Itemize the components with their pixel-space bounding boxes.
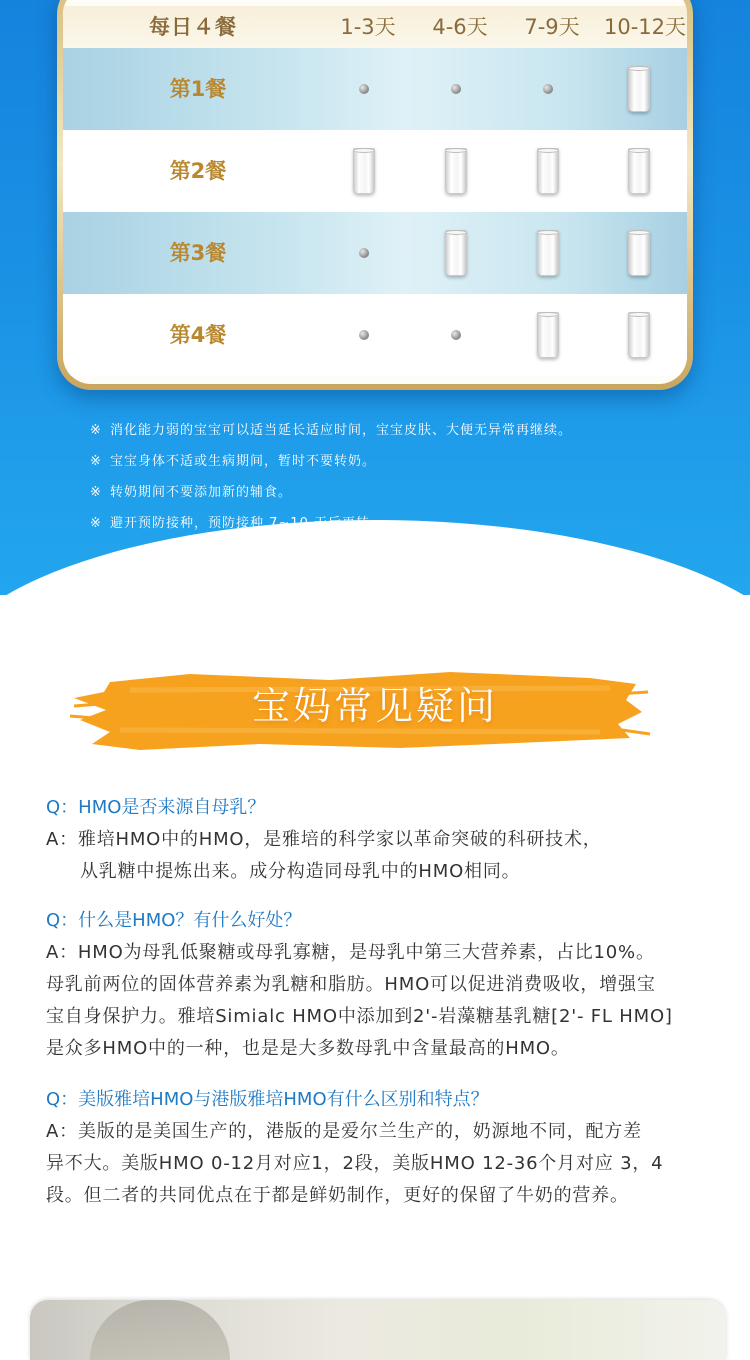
faq-answer [46,1116,726,1212]
schedule-cell [508,48,588,130]
bottom-photo-card [30,1300,726,1360]
table-row [63,130,687,212]
feeding-schedule-card [57,0,693,390]
note-item [90,446,710,477]
answer-line: A：HMO为母乳低聚糖或母乳寡糖，是母乳中第三大营养素，占比10%。 [46,942,655,963]
column-header: 1-3天 [340,15,396,39]
dot-icon [359,248,369,258]
milk-glass-icon [628,230,650,276]
note-mark: ※ [90,516,102,531]
answer-line: 宝自身保护力。雅培Simialc HMO中添加到2'-岩藻糖基乳糖[2'- FL HMO] [46,1006,673,1027]
schedule-cell [324,212,404,294]
answer-line: A：雅培HMO中的HMO，是雅培的科学家以革命突破的科研技术， [46,829,602,850]
note-item [90,415,710,446]
column-header: 7-9天 [524,15,580,39]
note-item [90,508,710,539]
meal-label: 第3餐 [169,241,227,265]
faq-item [46,1084,726,1212]
meal-label: 第2餐 [169,159,227,183]
notes-list [90,415,710,539]
table-row [63,48,687,130]
table-row [63,294,687,376]
milk-glass-icon [537,230,559,276]
schedule-cell [324,294,404,376]
schedule-cell [599,212,679,294]
dot-icon [359,84,369,94]
faq-answer [46,824,726,888]
table-header [63,6,687,48]
milk-glass-icon [628,66,650,112]
schedule-cell [508,294,588,376]
schedule-cell [416,48,496,130]
note-mark: ※ [90,485,102,500]
schedule-cell [599,48,679,130]
milk-glass-icon [353,148,375,194]
note-mark: ※ [90,454,102,469]
note-text: 宝宝身体不适或生病期间，暂时不要转奶。 [110,454,377,469]
schedule-cell [599,294,679,376]
answer-line: A：美版的是美国生产的，港版的是爱尔兰生产的，奶源地不同，配方差 [46,1121,642,1142]
dot-icon [359,330,369,340]
dot-icon [451,330,461,340]
faq-question: Q：什么是HMO？有什么好处？ [46,910,302,931]
answer-line: 段。但二者的共同优点在于都是鲜奶制作，更好的保留了牛奶的营养。 [46,1185,629,1206]
note-text: 避开预防接种，预防接种 7~10 天后再转。 [110,516,384,531]
milk-glass-icon [445,230,467,276]
column-header: 4-6天 [432,15,488,39]
schedule-cell [416,130,496,212]
milk-glass-icon [445,148,467,194]
faq-title: 宝妈常见疑问 [251,684,498,728]
note-item [90,477,710,508]
milk-glass-icon [628,312,650,358]
dot-icon [543,84,553,94]
schedule-cell [324,130,404,212]
answer-line: 从乳糖中提炼出来。成分构造同母乳中的HMO相同。 [80,861,521,882]
schedule-cell [508,212,588,294]
schedule-cell [508,130,588,212]
photo-subject [90,1300,230,1360]
milk-glass-icon [628,148,650,194]
note-text: 消化能力弱的宝宝可以适当延长适应时间，宝宝皮肤、大便无异常再继续。 [110,423,573,438]
milk-glass-icon [537,312,559,358]
schedule-cell [324,48,404,130]
meal-label: 第1餐 [169,77,227,101]
schedule-cell [416,212,496,294]
dot-icon [451,84,461,94]
faq-answer [46,937,726,1065]
schedule-cell [416,294,496,376]
faq-question: Q：美版雅培HMO与港版雅培HMO有什么区别和特点？ [46,1089,489,1110]
meal-label: 第4餐 [169,323,227,347]
note-mark: ※ [90,423,102,438]
column-header: 10-12天 [603,15,687,39]
faq-question: Q：HMO是否来源自母乳？ [46,797,266,818]
note-text: 转奶期间不要添加新的辅食。 [110,485,293,500]
faq-item [46,792,726,888]
table-row [63,212,687,294]
milk-glass-icon [537,148,559,194]
answer-line: 是众多HMO中的一种，也是是大多数母乳中含量最高的HMO。 [46,1038,570,1059]
answer-line: 异不大。美版HMO 0-12月对应1，2段，美版HMO 12-36个月对应 3，4 [46,1153,664,1174]
faq-item [46,905,726,1065]
schedule-cell [599,130,679,212]
answer-line: 母乳前两位的固体营养素为乳糖和脂肪。HMO可以促进消费吸收，增强宝 [46,974,656,995]
header-label: 每日４餐 [149,15,237,39]
